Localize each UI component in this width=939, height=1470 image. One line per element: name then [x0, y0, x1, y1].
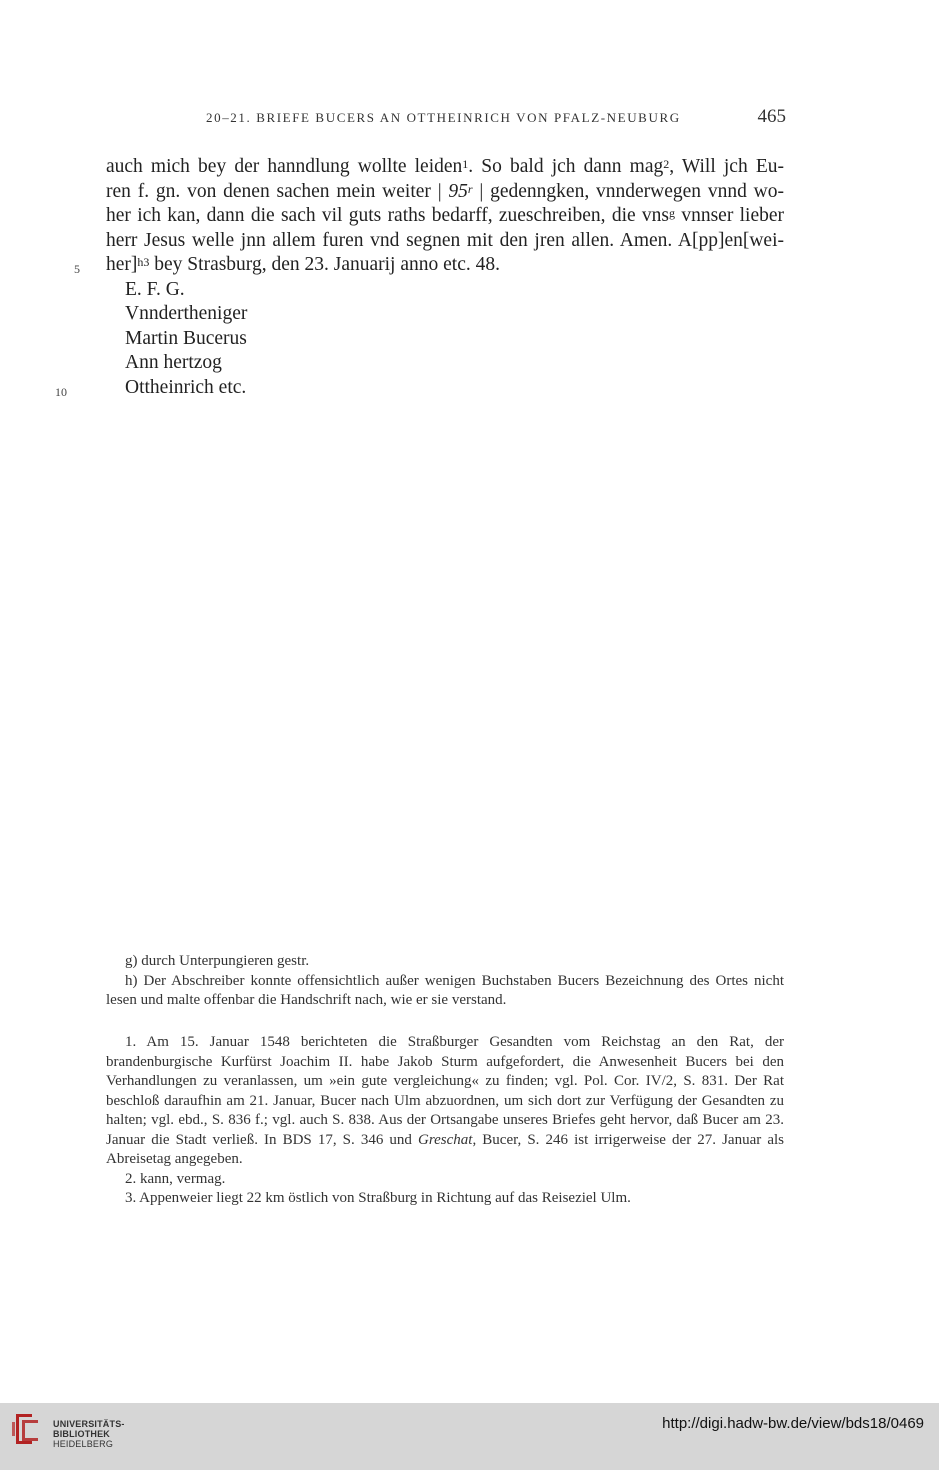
footnote-ref[interactable]: 1 [462, 157, 469, 171]
apparatus-note-h: h) Der Abschreiber konnte offensichtlich außer wenigen Buchstaben Bucers Bezeichnung des Ortes nicht lesen und malte offenbar die Handschrift nach, wie er sie verstand. [106, 972, 784, 1008]
text-line-1 [106, 155, 784, 180]
logo-line: HEIDELBERG [53, 1439, 114, 1449]
address-line [55, 376, 784, 401]
text-line-2 [106, 180, 784, 205]
library-name [53, 1419, 125, 1449]
apparatus-ref[interactable]: g [669, 206, 676, 220]
letter-text [55, 155, 784, 400]
folio-side: r [467, 181, 473, 196]
apparatus-note-g: g) durch Unterpungieren gestr. [125, 953, 310, 969]
text-span: vnnser lieber [675, 205, 784, 226]
logo-line: UNIVERSITÄTS- [53, 1419, 125, 1429]
text-span: ren f. gn. von denen sachen mein weiter | [106, 180, 449, 202]
running-header [106, 106, 786, 130]
footnote-1 [106, 1033, 784, 1170]
text-span: Ottheinrich etc. [125, 376, 247, 398]
page-number: 465 [757, 106, 786, 127]
text-span: auch mich bey der hanndlung wollte leiden [106, 156, 463, 177]
signature: Martin Bucerus [125, 327, 247, 349]
footnote-ref[interactable]: 2 [663, 157, 670, 171]
footnote-2: 2. kann, vermag. [125, 1170, 226, 1187]
text-span: her] [106, 254, 138, 275]
text-span: 1. Am 15. Januar 1548 berichteten die Straßburger Gesandten vom Reichstag an den Rat, der brandenburgische Kurfürst Joachim II. habe Jakob Sturm aufgefordert, die Anwesenheit Bucers bei den Verhandlungen zu veranlassen, um »ein gute vergleichung« zu finden; vgl. Pol. Cor. IV/2, S. 831. Der Rat beschloß daraufhin am 21. Januar, Bucer nach Ulm abzuordnen, um sich dort zur Verfügung der Gesandten zu halten; vgl. ebd., S. 836 f.; vgl. auch S. 838. Aus der Ortsangabe unseres Briefes geht hervor, daß Bucer am 23. Januar die Stadt verließ. In BDS 17, S. 346 und [106, 1034, 784, 1148]
text-span: , Will jch Eu- [669, 156, 784, 177]
folio-marker: 95 [448, 180, 468, 202]
library-logo-icon[interactable] [10, 1412, 44, 1446]
line-number: 10 [55, 384, 67, 399]
apparatus-ref[interactable]: h3 [137, 255, 150, 269]
text-span: bey Strasburg, den 23. Januarij anno etc. 48. [149, 254, 500, 275]
closing-line: E. F. G. [125, 278, 185, 300]
permalink[interactable]: http://digi.hadw-bw.de/view/bds18/0469 [662, 1415, 924, 1432]
text-span: | gedenngken, vnnderwegen vnnd wo- [472, 180, 784, 202]
text-line-4: herr Jesus welle jnn allem furen vnd segnen mit den jren allen. Amen. A[pp]en[wei- [106, 229, 784, 251]
footnote-3: 3. Appenweier liegt 22 km östlich von Straßburg in Richtung auf das Reiseziel Ulm. [125, 1190, 631, 1206]
text-span: , Bucer, S. 246 ist irrigerweise der 27. Januar als Abreisetag angegeben. [106, 1131, 784, 1167]
text-line-3 [106, 204, 784, 229]
footnotes [106, 1033, 784, 1209]
text-span: her ich kan, dann die sach vil guts raths bedarff, zueschreiben, die vns [106, 205, 670, 226]
closing-line: Vnndertheniger [125, 303, 248, 324]
logo-line: BIBLIOTHEK [53, 1429, 110, 1439]
running-head: 20–21. BRIEFE BUCERS AN OTTHEINRICH VON PFALZ-NEUBURG [206, 110, 681, 125]
author-name: Greschat [418, 1131, 473, 1148]
line-number: 5 [74, 262, 80, 276]
address-line: Ann hertzog [125, 352, 222, 373]
text-line-5 [74, 253, 784, 278]
critical-apparatus [106, 952, 784, 1011]
footer-bar [0, 1403, 939, 1470]
text-span: . So bald jch dann mag [468, 156, 664, 177]
